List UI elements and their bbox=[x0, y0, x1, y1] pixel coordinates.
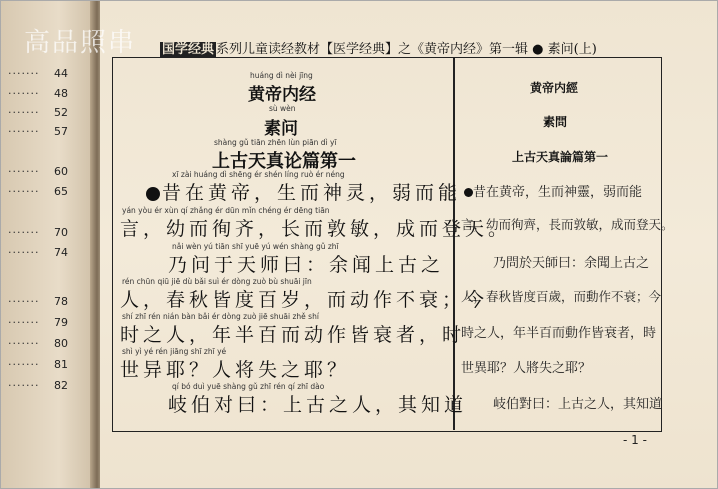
toc-entry: ······· 78 bbox=[8, 295, 68, 308]
series-badge: 国学经典 bbox=[162, 42, 215, 57]
toc-entry: ······· 81 bbox=[8, 358, 68, 371]
toc-entry: ······· 82 bbox=[8, 379, 68, 392]
toc-entry: ······· 70 bbox=[8, 226, 68, 239]
side-section-title: 素問 bbox=[543, 115, 568, 129]
text-line: 岐伯对曰：上古之人，其知道 bbox=[168, 394, 468, 416]
running-header bbox=[160, 38, 597, 57]
pinyin-line: yán yòu ér xùn qí zhǎng ér dūn mǐn chéng ér dēng tiān bbox=[122, 206, 330, 215]
chapter-title: 上古天真论篇第一 bbox=[212, 151, 356, 172]
side-text-line: 乃問於天師曰：余聞上古之 bbox=[493, 256, 650, 271]
side-chapter-title: 上古天真論篇第一 bbox=[512, 150, 609, 164]
pinyin-line: rén chūn qiū jiē dù bǎi suì ér dòng zuò bù shuāi jīn bbox=[122, 277, 312, 286]
book-title: 黄帝内经 bbox=[248, 85, 316, 105]
toc-entry: ······· 57 bbox=[8, 125, 68, 138]
toc-entry: ······· 44 bbox=[8, 67, 68, 80]
toc-fragment bbox=[0, 0, 90, 489]
bullet-icon bbox=[146, 187, 160, 201]
side-text-line: 昔在黄帝，生而神靈，弱而能 bbox=[464, 181, 642, 200]
header-title: 系列儿童读经教材【医学经典】之《黄帝内经》第一辑 ● 素问(上) bbox=[216, 42, 597, 57]
side-text-line: 世異耶？人將失之耶？ bbox=[461, 361, 592, 376]
text-line: 言，幼而徇齐，长而敦敏，成而登天。 bbox=[120, 218, 512, 240]
toc-entry: ······· 79 bbox=[8, 316, 68, 329]
pinyin-line: huáng dì nèi jīng bbox=[250, 71, 313, 80]
side-text-line: 言，幼而徇齊，長而敦敏，成而登天。 bbox=[461, 217, 674, 232]
text-line: 世异耶？人将失之耶？ bbox=[120, 359, 351, 381]
side-text-line: 人，春秋皆度百歲，而動作不衰；今 bbox=[461, 289, 662, 304]
toc-entry: ······· 65 bbox=[8, 185, 68, 198]
side-text-line: 岐伯對曰：上古之人，其知道 bbox=[493, 397, 663, 412]
pinyin-line: qí bó duì yuē shàng gǔ zhī rén qí zhī dào bbox=[172, 382, 325, 391]
watermark-logo: 高品照串 bbox=[24, 28, 137, 58]
toc-entry: ······· 60 bbox=[8, 165, 68, 178]
text-line: 人，春秋皆度百岁，而动作不衰；今 bbox=[120, 289, 489, 311]
pinyin-line: xī zài huáng dì shēng ér shén líng ruò ér néng bbox=[172, 170, 345, 179]
side-book-title: 黄帝内經 bbox=[530, 81, 579, 95]
text-line: 时之人，年半百而动作皆衰者，时 bbox=[120, 324, 466, 346]
pinyin-line: shàng gǔ tiān zhēn lùn piān dì yī bbox=[214, 138, 337, 147]
toc-entry: ······· 80 bbox=[8, 337, 68, 350]
side-text-line: 時之人，年半百而動作皆衰者，時 bbox=[461, 326, 657, 341]
pinyin-line: nǎi wèn yú tiān shī yuē yú wén shàng gǔ zhī bbox=[172, 242, 339, 251]
section-title: 素问 bbox=[264, 119, 298, 139]
toc-entry: ······· 52 bbox=[8, 106, 68, 119]
text-line: 昔在黄帝，生而神灵，弱而能 bbox=[146, 178, 461, 205]
text-line: 乃问于天师曰：余闻上古之 bbox=[168, 254, 445, 276]
page-number: - 1 - bbox=[623, 433, 647, 447]
toc-entry: ······· 74 bbox=[8, 246, 68, 259]
pinyin-line: sù wèn bbox=[269, 104, 296, 113]
toc-entry: ······· 48 bbox=[8, 87, 68, 100]
pinyin-line: shí zhī rén nián bàn bǎi ér dòng zuò jiē shuāi zhě shí bbox=[122, 312, 319, 321]
column-divider bbox=[453, 57, 455, 430]
bullet-icon bbox=[464, 188, 473, 197]
pinyin-line: shì yì yé rén jiāng shī zhī yé bbox=[122, 347, 227, 356]
